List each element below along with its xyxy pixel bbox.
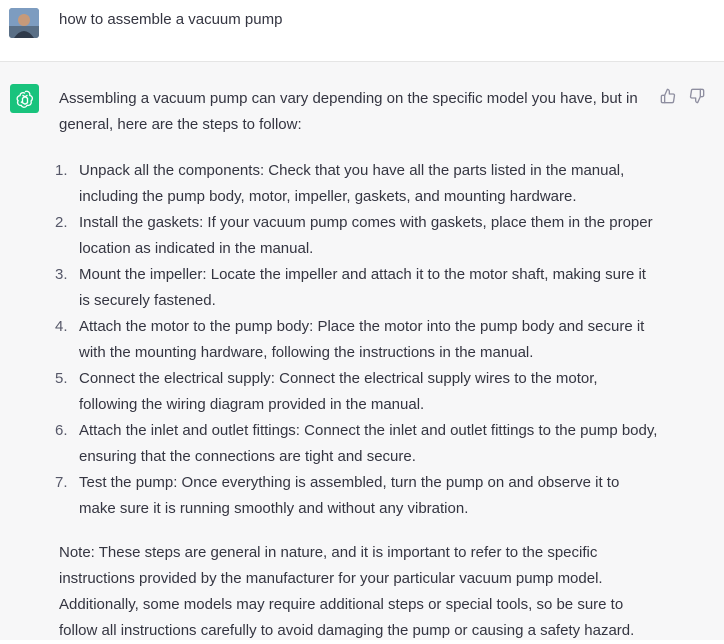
step-number: 5. (55, 370, 68, 387)
step-text: Unpack all the components: Check that you have all the parts listed in the manual, including the pump body, motor, impeller, gaskets, and mounting hardware. (79, 162, 625, 205)
step-number: 6. (55, 422, 68, 439)
step-number: 1. (55, 162, 68, 179)
feedback-controls (660, 88, 705, 104)
response-note: Note: These steps are general in nature, and it is important to refer to the specific instructions provided by the manufacturer for your particular vacuum pump model. Additionally, some models may require additional steps or special tools, so be sure to follow all instructions carefully to avoid damaging the pump or causing a safety hazard. (59, 544, 635, 639)
step-number: 2. (55, 214, 68, 231)
user-message-row (0, 0, 724, 62)
chatgpt-logo-icon (10, 84, 39, 113)
step-text: Mount the impeller: Locate the impeller and attach it to the motor shaft, making sure it is securely fastened. (79, 266, 646, 309)
step-item (55, 210, 659, 262)
step-item (55, 470, 659, 522)
assistant-response (55, 86, 659, 644)
step-item (55, 158, 659, 210)
step-text: Attach the inlet and outlet fittings: Connect the inlet and outlet fittings to the pump body, ensuring that the connections are tight and secure. (79, 422, 658, 465)
step-item (55, 314, 659, 366)
thumbs-down-icon[interactable] (689, 88, 705, 104)
user-avatar (9, 8, 39, 38)
step-number: 7. (55, 474, 68, 491)
user-avatar-photo (9, 8, 39, 38)
thumbs-up-icon[interactable] (660, 88, 676, 104)
step-text: Connect the electrical supply: Connect the electrical supply wires to the motor, following the wiring diagram provided in the manual. (79, 370, 598, 413)
step-text: Attach the motor to the pump body: Place the motor into the pump body and secure it with the mounting hardware, following the instructions in the manual. (79, 318, 645, 361)
step-item (55, 418, 659, 470)
step-text: Test the pump: Once everything is assembled, turn the pump on and observe it to make sure it is running smoothly and without any vibration. (79, 474, 620, 517)
step-number: 4. (55, 318, 68, 335)
step-text: Install the gaskets: If your vacuum pump comes with gaskets, place them in the proper location as indicated in the manual. (79, 214, 653, 257)
user-prompt: how to assemble a vacuum pump (59, 11, 283, 28)
step-number: 3. (55, 266, 68, 283)
response-intro: Assembling a vacuum pump can vary depending on the specific model you have, but in general, here are the steps to follow: (59, 90, 638, 133)
step-item (55, 262, 659, 314)
step-item (55, 366, 659, 418)
steps-list (55, 158, 659, 522)
assistant-message-row (0, 62, 724, 640)
